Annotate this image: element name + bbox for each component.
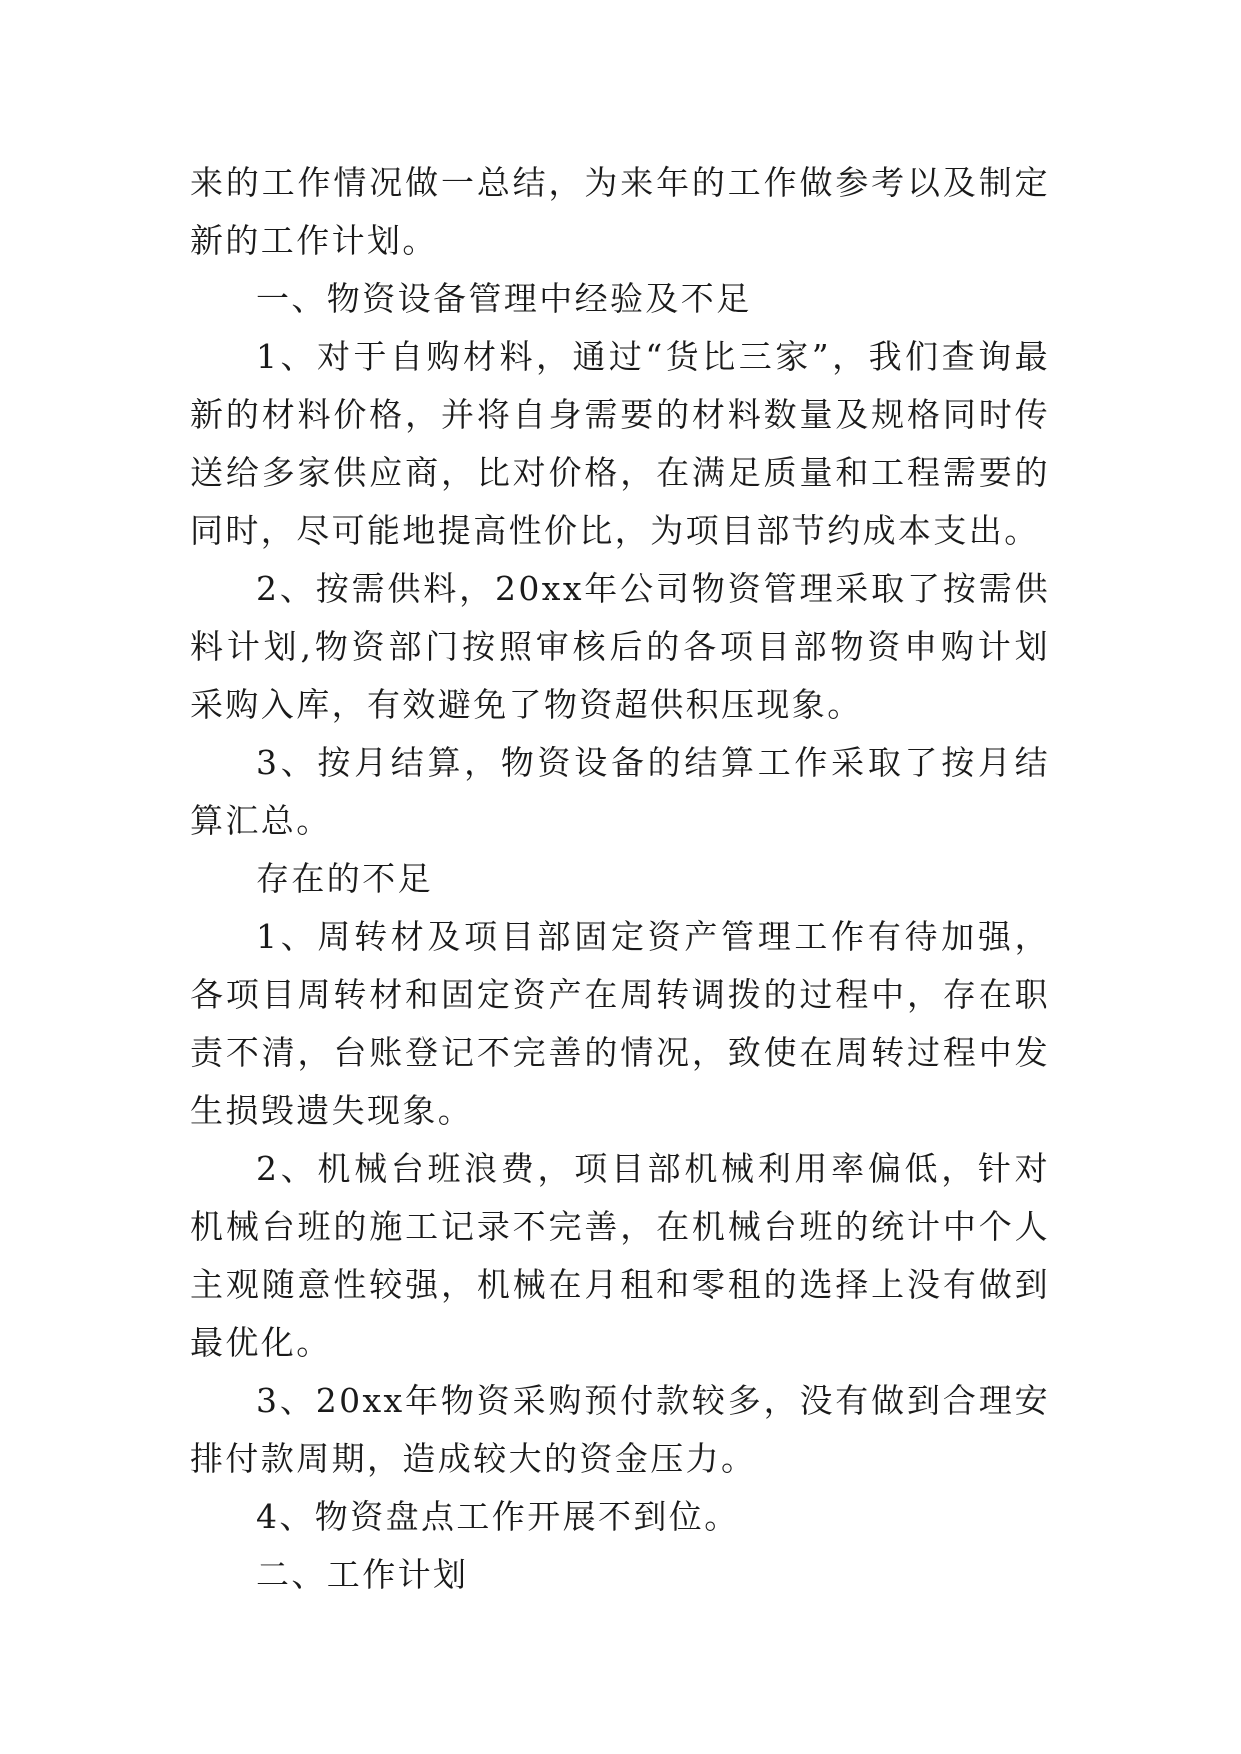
paragraph: 4、物资盘点工作开展不到位。 [256, 1497, 740, 1536]
paragraph: 3、按月结算，物资设备的结算工作采取了按月结算汇总。 [190, 743, 1050, 840]
section-heading: 一、物资设备管理中经验及不足 [256, 279, 752, 318]
paragraph: 2、机械台班浪费，项目部机械利用率偏低，针对机械台班的施工记录不完善，在机械台班的统计中个人主观随意性较强，机械在月租和零租的选择上没有做到最优化。 [190, 1149, 1050, 1362]
paragraph: 1、对于自购材料，通过“货比三家”，我们查询最新的材料价格，并将自身需要的材料数量及规格同时传送给多家供应商，比对价格，在满足质量和工程需要的同时，尽可能地提高性价比，为项目部节约成本支出。 [190, 337, 1050, 550]
section-heading: 二、工作计划 [256, 1555, 469, 1594]
document-body [190, 154, 1050, 1604]
paragraph: 来的工作情况做一总结，为来年的工作做参考以及制定新的工作计划。 [190, 163, 1050, 260]
paragraph: 2、按需供料，20xx年公司物资管理采取了按需供料计划,物资部门按照审核后的各项目部物资申购计划采购入库，有效避免了物资超供积压现象。 [190, 569, 1050, 724]
subsection-heading: 存在的不足 [256, 859, 433, 898]
paragraph: 1、周转材及项目部固定资产管理工作有待加强，各项目周转材和固定资产在周转调拨的过程中，存在职责不清，台账登记不完善的情况，致使在周转过程中发生损毁遗失现象。 [190, 917, 1050, 1130]
paragraph: 3、20xx年物资采购预付款较多，没有做到合理安排付款周期，造成较大的资金压力。 [190, 1381, 1050, 1478]
